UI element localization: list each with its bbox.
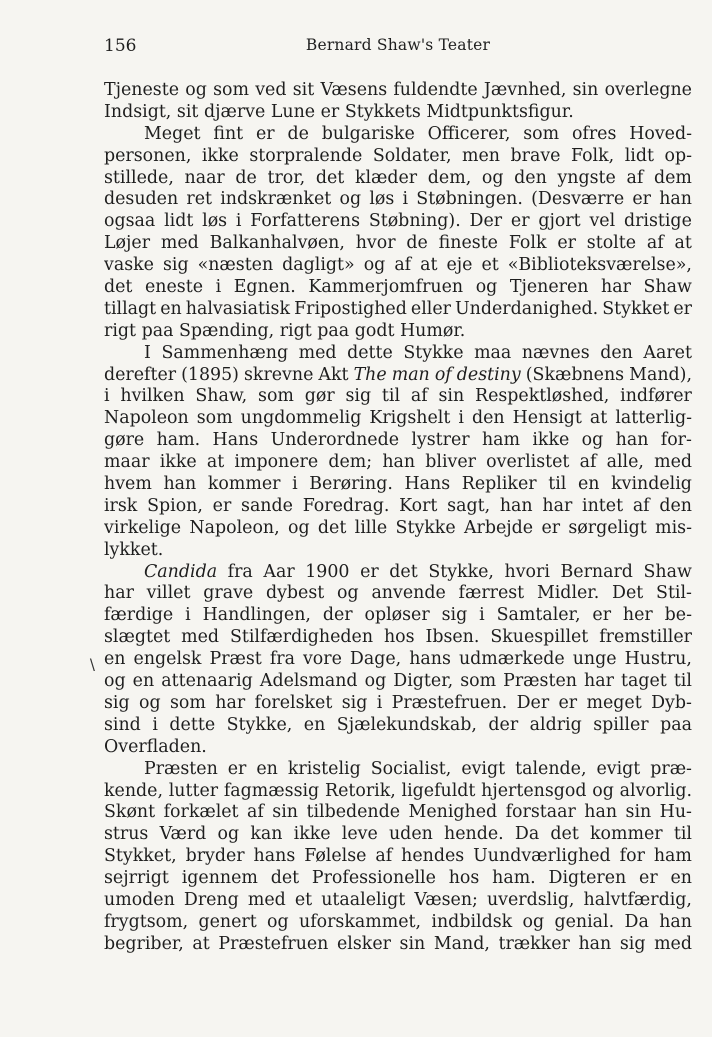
text-line: sind i dette Stykke, en Sjælekundskab, der aldrig spiller paa [104,714,692,735]
text-line: Løjer med Balkanhalvøen, hvor de fineste Folk er stolte af at [104,233,692,254]
text-line: tillagt en halvasiatisk Fripostighed eller Underdanighed. Stykket er [104,298,692,319]
text-line: vaske sig «næsten dagligt» og af at eje et «Biblioteksværelse», [104,255,692,276]
text-line: lykket. [104,539,164,560]
text-line: virkelige Napoleon, og det lille Stykke Arbejde er sørgeligt mis- [104,517,692,538]
text-line: derefter (1895) skrevne Akt The man of destiny (Skæbnens Mand), [104,364,692,385]
running-title: Bernard Shaw's Teater [305,36,491,54]
text-line: desuden ret indskrænket og løs i Støbningen. (Desværre er han [104,189,692,210]
text-line: personen, ikke storpralende Soldater, men brave Folk, lidt op- [104,145,692,166]
text-line: Overfladen. [104,736,207,757]
text-line: ogsaa lidt løs i Forfatterens Støbning). Der er gjort vel dristige [104,211,692,232]
text-line: slægtet med Stilfærdigheden hos Ibsen. Skuespillet fremstiller [104,627,692,648]
text-line: Stykket, bryder hans Følelse af hendes Uundværlighed for ham [104,846,692,867]
text-line: umoden Dreng med et utaaleligt Væsen; uverdslig, halvtfærdig, [104,889,692,910]
text-line: stillede, naar de tror, det klæder dem, og den yngste af dem [104,167,692,188]
text-line: sejrrigt igennem det Professionelle hos ham. Digteren er en [104,868,692,889]
text-line: Skønt forkælet af sin tilbedende Menighed forstaar han sin Hu- [104,802,692,823]
page-header [104,36,692,60]
text-line: en engelsk Præst fra vore Dage, hans udmærkede unge Hustru, [104,649,692,670]
text-line: hvem han kommer i Berøring. Hans Repliker til en kvindelig [104,474,692,495]
text-line: Napoleon som ungdommelig Krigshelt i den Hensigt at latterlig- [104,408,692,429]
body-text [104,80,692,956]
text-line: færdige i Handlingen, der opløser sig i Samtaler, er her be- [104,605,692,626]
text-line: i hvilken Shaw, som gør sig til af sin Respektløshed, indfører [104,386,692,407]
text-line: Tjeneste og som ved sit Væsens fuldendte Jævnhed, sin overlegne [104,80,692,100]
page-number: 156 [104,36,137,56]
text-line: irsk Spion, er sande Foredrag. Kort sagt, han har intet af den [104,495,692,516]
text-line: og en attenaarig Adelsmand og Digter, som Præsten har taget til [104,671,692,692]
text-line: frygtsom, genert og uforskammet, indbildsk og genial. Da han [104,911,692,932]
text-line: Meget fint er de bulgariske Officerer, som ofres Hoved- [144,123,692,144]
margin-mark: ∖ [87,656,97,674]
text-line: har villet grave dybest og anvende færrest Midler. Det Stil- [104,583,692,604]
text-line: Præsten er en kristelig Socialist, evigt talende, evigt præ- [144,758,692,779]
text-line: rigt paa Spænding, rigt paa godt Humør. [104,320,466,341]
text-line: det eneste i Egnen. Kammerjomfruen og Tjeneren har Shaw [104,277,692,298]
text-line: I Sammenhæng med dette Stykke maa nævnes den Aaret [144,342,692,363]
text-line: Indsigt, sit djærve Lune er Stykkets Midtpunktsfigur. [104,101,574,122]
text-line: gøre ham. Hans Underordnede lystrer ham ikke og han for- [104,430,692,451]
text-line: Candida fra Aar 1900 er det Stykke, hvori Bernard Shaw [144,561,692,582]
text-line: kende, lutter fagmæssig Retorik, ligefuldt hjertensgod og alvorlig. [104,780,692,801]
text-line: maar ikke at imponere dem; han bliver overlistet af alle, med [104,452,692,473]
text-line: sig og som har forelsket sig i Præstefruen. Der er meget Dyb- [104,692,692,713]
text-line: strus Værd og kan ikke leve uden hende. Da det kommer til [104,824,692,845]
text-line: begriber, at Præstefruen elsker sin Mand, trækker han sig med [104,933,692,954]
